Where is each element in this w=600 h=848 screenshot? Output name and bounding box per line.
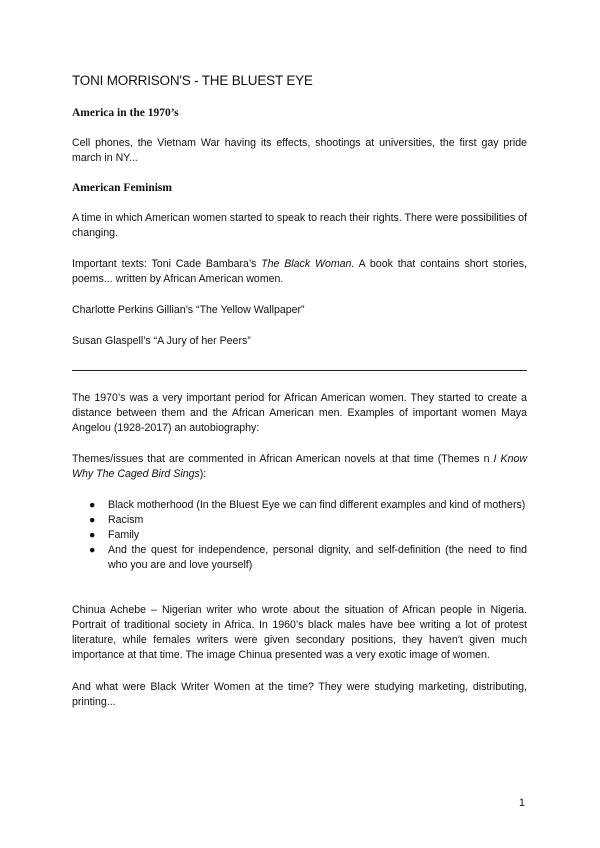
page-number: 1 — [519, 797, 525, 809]
list-item-text: And the quest for independence, personal dignity, and self-definition (the need to find who you are and love yourself) — [108, 544, 527, 571]
bullet-icon: ● — [89, 499, 96, 511]
themes-tail: ): — [199, 468, 207, 480]
book-title-caged-bird: I Know Why The Caged Bird Sings — [72, 453, 528, 480]
horizontal-divider — [72, 370, 527, 371]
bullet-icon: ● — [89, 514, 96, 526]
list-item — [72, 498, 527, 513]
important-texts-tail: A book that contains short stories, poems... written by African American women. — [72, 258, 527, 285]
list-item — [72, 543, 527, 573]
paragraph-important-texts — [72, 257, 527, 287]
paragraph-1970s-events: Cell phones, the Vietnam War having its effects, shootings at universities, the first gay pride march in NY... — [72, 137, 527, 164]
paragraph-black-writer-women: And what were Black Writer Women at the time? They were studying marketing, distributing, printing... — [72, 681, 527, 708]
paragraph-chinua-achebe: Chinua Achebe – Nigerian writer who wrote about the situation of African people in Nigeria. Portrait of traditional society in Africa. In 1960’s black males have bee writing a lot of protest literature, while females writers were given secondary positions, they haven't given much importance at that time. The image Chinua presented was a very exotic image of women. — [72, 604, 527, 661]
list-item-text: Racism — [108, 514, 144, 526]
paragraph-1970s-african-american-women: The 1970’s was a very important period for African American women. They started to create a distance between them and the African American men. Examples of important women Maya Angelou (1928-2017) an autobiography: — [72, 392, 527, 434]
bullet-icon: ● — [89, 544, 96, 556]
important-texts-lead: Important texts: Toni Cade Bambara’s — [72, 258, 262, 270]
bullet-icon: ● — [89, 529, 96, 541]
paragraph-yellow-wallpaper: Charlotte Perkins Gillian’s “The Yellow Wallpaper” — [72, 304, 305, 316]
document-title: TONI MORRISON'S - THE BLUEST EYE — [72, 73, 313, 88]
list-item — [72, 528, 527, 543]
paragraph-feminism-time: A time in which American women started to speak to reach their rights. There were possibilities of changing. — [72, 212, 527, 239]
themes-lead: Themes/issues that are commented in African American novels at that time (Themes n — [72, 453, 494, 465]
list-item — [72, 513, 527, 528]
list-item-text: Family — [108, 529, 140, 541]
paragraph-jury-of-her-peers: Susan Glaspell’s “A Jury of her Peers” — [72, 335, 251, 347]
section-heading-american-feminism: American Feminism — [72, 182, 172, 194]
section-heading-america-1970s: America in the 1970’s — [72, 107, 179, 119]
paragraph-themes-issues — [72, 452, 527, 482]
book-title-black-woman: The Black Woman. — [261, 258, 355, 270]
themes-bullet-list — [72, 498, 527, 573]
list-item-text: Black motherhood (In the Bluest Eye we can find different examples and kind of mothers) — [108, 499, 526, 511]
